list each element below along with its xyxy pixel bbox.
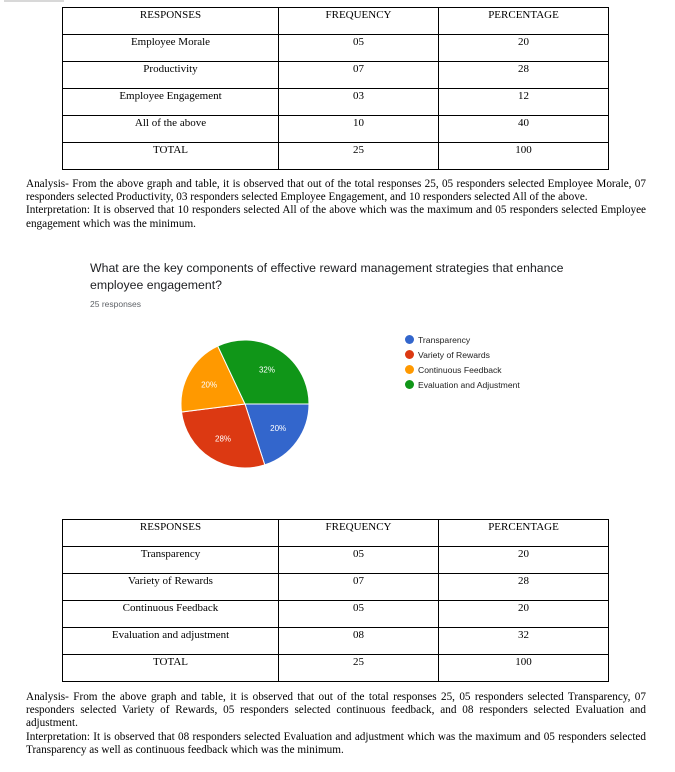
table-cell: 28 — [439, 62, 609, 89]
table-cell: 07 — [279, 62, 439, 89]
table-cell: 20 — [439, 601, 609, 628]
chart-question-title: What are the key components of effective reward management strategies that enhance employee engagement? — [90, 261, 564, 292]
analysis-text: Analysis- From the above graph and table, it is observed that out of the total responses 25, 05 responders selected Transparency, 07 responders selected Variety of Rewards, 05 responders selected continuous feedback, and 08 responders selected Evaluation and adjustment. — [26, 691, 646, 730]
pie-slice-label: 28% — [215, 434, 232, 444]
table-row — [63, 62, 609, 89]
table-cell: 05 — [279, 547, 439, 574]
table-cell: 20 — [439, 35, 609, 62]
responses-table-2 — [62, 519, 609, 682]
chart-legend — [405, 332, 520, 392]
table-cell: 10 — [279, 116, 439, 143]
pie-slice-label: 20% — [270, 424, 287, 434]
legend-swatch — [405, 335, 414, 344]
table-cell: 07 — [279, 574, 439, 601]
table-row — [63, 35, 609, 62]
table-row — [63, 601, 609, 628]
legend-label: Variety of Rewards — [418, 349, 490, 360]
column-header: FREQUENCY — [279, 520, 439, 547]
responses-table-1 — [62, 7, 609, 170]
interpretation-text: Interpretation: It is observed that 08 responders selected Evaluation and adjustment which was the maximum and 05 responders selected Transparency as well as continuous feedback which was the minimum. — [26, 730, 646, 756]
legend-swatch — [405, 350, 414, 359]
table-header-row — [63, 520, 609, 547]
column-header: PERCENTAGE — [439, 8, 609, 35]
table-cell: Employee Engagement — [63, 89, 279, 116]
table-cell: Employee Morale — [63, 35, 279, 62]
table-header-row — [63, 8, 609, 35]
legend-label: Continuous Feedback — [418, 364, 502, 375]
legend-item — [405, 332, 520, 347]
table-cell: 25 — [279, 143, 439, 170]
table-cell: TOTAL — [63, 655, 279, 682]
column-header: RESPONSES — [63, 520, 279, 547]
legend-item — [405, 347, 520, 362]
column-header: FREQUENCY — [279, 8, 439, 35]
table-cell: 08 — [279, 628, 439, 655]
table-cell: 100 — [439, 143, 609, 170]
table-cell: 05 — [279, 35, 439, 62]
table-cell: 12 — [439, 89, 609, 116]
pie-slice-label: 20% — [201, 380, 218, 390]
legend-item — [405, 362, 520, 377]
table-cell: Productivity — [63, 62, 279, 89]
pie-chart — [170, 322, 320, 482]
table-row — [63, 89, 609, 116]
table-cell: All of the above — [63, 116, 279, 143]
interpretation-text: Interpretation: It is observed that 10 responders selected All of the above which was the maximum and 05 responders selected Employee engagement which was the minimum. — [26, 204, 646, 230]
table-cell: 25 — [279, 655, 439, 682]
table-cell: TOTAL — [63, 143, 279, 170]
table-cell: 20 — [439, 547, 609, 574]
analysis-paragraph-1 — [26, 178, 646, 231]
table-cell: Continuous Feedback — [63, 601, 279, 628]
analysis-text: Analysis- From the above graph and table, it is observed that out of the total responses 25, 05 responders selected Employee Morale, 07 responders selected Productivity, 03 responders selected Employee Engagement, and 10 responders selected All of the above. — [26, 178, 646, 204]
legend-swatch — [405, 380, 414, 389]
table-cell: 03 — [279, 89, 439, 116]
legend-swatch — [405, 365, 414, 374]
table-cell: 40 — [439, 116, 609, 143]
table-row — [63, 547, 609, 574]
analysis-paragraph-2 — [26, 691, 646, 757]
table-row — [63, 628, 609, 655]
legend-label: Transparency — [418, 334, 471, 345]
table-row — [63, 116, 609, 143]
chart-response-count: 25 responses — [90, 299, 142, 309]
table-cell: 05 — [279, 601, 439, 628]
legend-label: Evaluation and Adjustment — [418, 379, 520, 390]
page-edge-bar — [4, 0, 64, 2]
column-header: PERCENTAGE — [439, 520, 609, 547]
table-cell: 100 — [439, 655, 609, 682]
table-row — [63, 574, 609, 601]
table-row — [63, 143, 609, 170]
table-cell: Variety of Rewards — [63, 574, 279, 601]
column-header: RESPONSES — [63, 8, 279, 35]
legend-item — [405, 377, 520, 392]
pie-slice-label: 32% — [258, 365, 275, 375]
table-cell: 28 — [439, 574, 609, 601]
table-cell: Evaluation and adjustment — [63, 628, 279, 655]
table-cell: 32 — [439, 628, 609, 655]
table-row — [63, 655, 609, 682]
table-cell: Transparency — [63, 547, 279, 574]
